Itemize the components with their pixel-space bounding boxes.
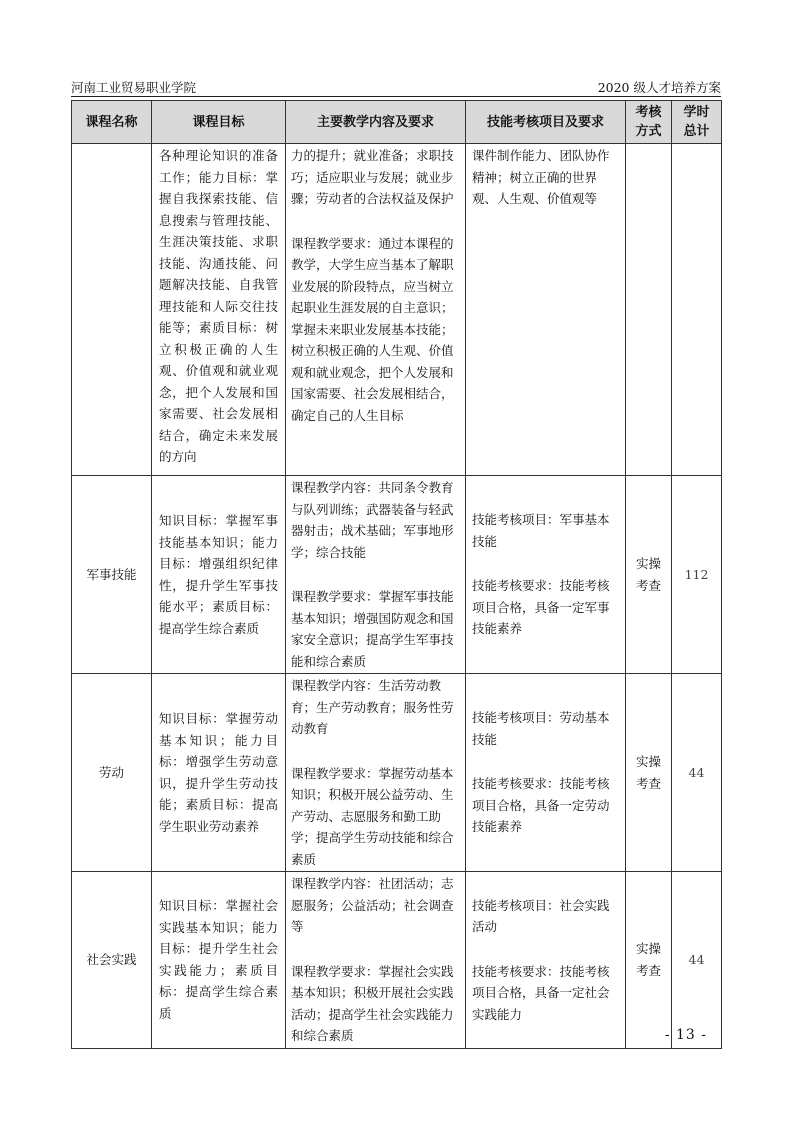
skill-requirement-text: 技能考核要求：技能考核项目合格，具备一定劳动技能素养 [472, 776, 610, 835]
skill-cell [466, 144, 626, 476]
method-cell [626, 674, 672, 872]
course-goal-cell [152, 674, 286, 872]
method-label: 实操考查 [635, 754, 661, 791]
method-cell [626, 872, 672, 1049]
content-text: 课程教学内容：生活劳动教育；生产劳动教育；服务性劳动教育 [291, 678, 454, 736]
requirement-text: 课程教学要求：通过本课程的教学，大学生应当基本了解职业发展的阶段特点，应当树立起职业生涯发展的自主意识；掌握未来职业发展基本技能；树立积极正确的人生观、价值观和就业观念，把个人发展和国家需要、社会发展相结合，确定自己的人生目标 [291, 235, 454, 423]
course-goal-text: 各种理论知识的准备工作；能力目标：掌握自我探索技能、信息搜索与管理技能、生涯决策技能、求职技能、沟通技能、问题解决技能、自我管理技能和人际交往技能等；素质目标：树立积极正确的人生观、价值观和就业观念，把个人发展和国家需要、社会发展相结合，确定未来发展的方向 [159, 148, 278, 464]
content-text: 课程教学内容：共同条令教育与队列训练；武器装备与轻武器射击；战术基础；军事地形学；综合技能 [291, 480, 454, 560]
table-row [72, 144, 722, 476]
header-skill-assessment: 技能考核项目及要求 [466, 101, 626, 144]
content-cell [286, 872, 466, 1049]
table-row [72, 476, 722, 674]
hours-cell: 44 [672, 674, 722, 872]
method-cell [626, 144, 672, 476]
method-label: 实操考查 [635, 941, 661, 978]
course-goal-text: 知识目标：掌握劳动基本知识；能力目标：增强学生劳动意识，提升学生劳动技能；素质目标：提高学生职业劳动素养 [159, 711, 278, 834]
content-cell [286, 674, 466, 872]
requirement-text: 课程教学要求：掌握社会实践基本知识；积极开展社会实践活动；提高学生社会实践能力和综合素质 [291, 963, 454, 1043]
table-row [72, 872, 722, 1049]
method-cell [626, 476, 672, 674]
skill-cell [466, 674, 626, 872]
skill-item-text: 课件制作能力、团队协作精神；树立正确的世界观、人生观、价值观等 [472, 148, 610, 206]
course-name-cell: 军事技能 [72, 476, 152, 674]
course-name-cell: 社会实践 [72, 872, 152, 1049]
skill-cell [466, 872, 626, 1049]
skill-requirement-text: 技能考核要求：技能考核项目合格，具备一定社会实践能力 [472, 963, 610, 1022]
course-goal-text: 知识目标：掌握社会实践基本知识；能力目标：提升学生社会实践能力；素质目标：提高学生综合素质 [159, 898, 278, 1021]
header-total-hours [672, 101, 722, 144]
skill-requirement-text: 技能考核要求：技能考核项目合格，具备一定军事技能素养 [472, 578, 610, 637]
content-cell [286, 476, 466, 674]
document-title: 2020 级人才培养方案 [597, 80, 721, 95]
course-name-cell [72, 144, 152, 476]
content-text: 力的提升；就业准备；求职技巧；适应职业与发展；就业步骤；劳动者的合法权益及保护 [291, 148, 454, 206]
header-main-content: 主要教学内容及要求 [286, 101, 466, 144]
course-goal-cell [152, 476, 286, 674]
table-header-row [72, 101, 722, 144]
content-text: 课程教学内容：社团活动；志愿服务；公益活动；社会调查等 [291, 876, 454, 934]
skill-item-text: 技能考核项目：军事基本技能 [472, 512, 610, 549]
course-goal-text: 知识目标：掌握军事技能基本知识；能力目标：增强组织纪律性，提升学生军事技能水平；素质目标：提高学生综合素质 [159, 513, 278, 636]
requirement-text: 课程教学要求：掌握军事技能基本知识；增强国防观念和国家安全意识；提高学生军事技能和综合素质 [291, 589, 454, 669]
course-goal-cell [152, 872, 286, 1049]
course-goal-cell [152, 144, 286, 476]
method-label: 实操考查 [635, 556, 661, 593]
page-number: - 13 - [664, 1027, 707, 1043]
header-method-label: 考核方式 [635, 105, 662, 139]
course-table [71, 100, 722, 1049]
header-hours-label: 学时总计 [683, 105, 710, 139]
content-cell [286, 144, 466, 476]
skill-item-text: 技能考核项目：劳动基本技能 [472, 710, 610, 747]
hours-cell: 44 [672, 872, 722, 1049]
requirement-text: 课程教学要求：掌握劳动基本知识；积极开展公益劳动、生产劳动、志愿服务和勤工助学；提高学生劳动技能和综合素质 [291, 765, 454, 867]
header-course-goal: 课程目标 [152, 101, 286, 144]
school-name: 河南工业贸易职业学院 [71, 80, 197, 95]
hours-cell [672, 144, 722, 476]
skill-item-text: 技能考核项目：社会实践活动 [472, 897, 610, 934]
table-row [72, 674, 722, 872]
header-course-name: 课程名称 [72, 101, 152, 144]
skill-cell [466, 476, 626, 674]
page-header [71, 76, 721, 97]
header-assessment-method [626, 101, 672, 144]
course-name-cell: 劳动 [72, 674, 152, 872]
hours-cell: 112 [672, 476, 722, 674]
